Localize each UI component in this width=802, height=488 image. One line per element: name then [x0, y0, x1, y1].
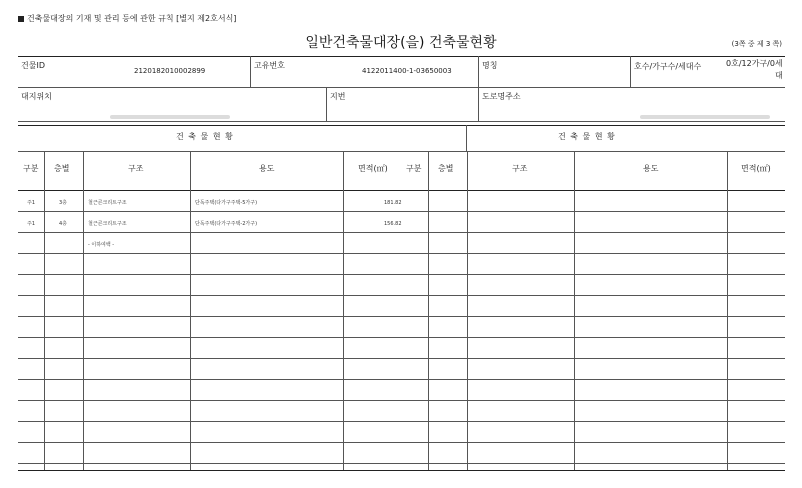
info-divider	[326, 87, 327, 121]
row1-floor: 3층	[59, 200, 68, 206]
info-divider	[478, 87, 479, 121]
row2-use: 단독주택(다가구주택-2가구)	[195, 221, 258, 227]
table-row-divider	[18, 421, 785, 422]
section-divider	[466, 125, 467, 151]
unique-no-label: 고유번호	[254, 61, 285, 70]
col-type-right: 구분	[406, 164, 422, 173]
row2-type: 주1	[27, 221, 36, 227]
info-divider	[250, 56, 251, 87]
table-row-divider	[18, 337, 785, 338]
row1-type: 주1	[27, 200, 36, 206]
right-section-title: 건 축 물 현 황	[558, 132, 616, 141]
table-row-divider	[18, 274, 785, 275]
table-top-border	[18, 56, 785, 57]
header-bottom-border	[18, 190, 785, 191]
col-type-left: 구분	[23, 164, 39, 173]
info-bottom-border	[18, 121, 785, 122]
table-row-divider	[18, 463, 785, 464]
table-row-divider	[18, 379, 785, 380]
col-use-right: 용도	[643, 164, 659, 173]
units-value-line2: 대	[775, 71, 783, 80]
table-row-divider	[18, 442, 785, 443]
table-column-divider	[83, 151, 84, 470]
row1-area: 181.82	[384, 200, 402, 206]
table-row-divider	[18, 211, 785, 212]
row2-floor: 4층	[59, 221, 68, 227]
square-bullet-icon	[18, 16, 24, 22]
table-row-divider	[18, 232, 785, 233]
page-title: 일반건축물대장(을) 건축물현황	[305, 35, 497, 51]
units-value-line1: 0호/12가구/0세	[726, 59, 783, 68]
col-floor-left: 층별	[54, 164, 70, 173]
col-structure-left: 구조	[128, 164, 144, 173]
table-column-divider	[574, 151, 575, 470]
unique-no-value: 4122011400-1-03650003	[362, 67, 452, 75]
section-top-border	[18, 125, 785, 126]
info-row-divider	[18, 87, 785, 88]
col-area-left: 면적(㎡)	[358, 164, 388, 173]
table-row-divider	[18, 316, 785, 317]
table-column-divider	[190, 151, 191, 470]
section-title-divider	[18, 151, 785, 152]
lot-label: 지번	[330, 92, 346, 101]
redacted-address	[110, 115, 230, 119]
regulation-caption	[18, 15, 236, 23]
page-indicator: (3쪽 중 제 3 쪽)	[731, 40, 782, 48]
building-id-label: 건물ID	[21, 61, 45, 70]
table-row-divider	[18, 400, 785, 401]
table-column-divider	[467, 151, 468, 470]
col-use-left: 용도	[259, 164, 275, 173]
row2-structure: 철근콘크리트구조	[88, 221, 127, 227]
table-column-divider	[343, 151, 344, 470]
col-floor-right: 층별	[438, 164, 454, 173]
table-row-divider	[18, 358, 785, 359]
table-row-divider	[18, 295, 785, 296]
units-label: 호수/가구수/세대수	[634, 62, 702, 71]
row1-structure: 철근콘크리트구조	[88, 200, 127, 206]
row3-structure-blank-note: - 이하여백 -	[88, 242, 115, 248]
row1-use: 단독주택(다가구주택-5가구)	[195, 200, 258, 206]
road-label: 도로명주소	[482, 92, 521, 101]
row2-area: 156.82	[384, 221, 402, 227]
table-column-divider	[428, 151, 429, 470]
table-row-divider	[18, 253, 785, 254]
left-section-title: 건 축 물 현 황	[176, 132, 234, 141]
col-area-right: 면적(㎡)	[741, 164, 771, 173]
table-column-divider	[44, 151, 45, 470]
info-divider	[630, 56, 631, 87]
site-label: 대지위치	[21, 92, 52, 101]
col-structure-right: 구조	[512, 164, 528, 173]
regulation-text: 건축물대장의 기재 및 관리 등에 관한 규칙 [별지 제2호서식]	[27, 14, 237, 23]
name-label: 명칭	[482, 61, 498, 70]
building-id-value: 2120182010002899	[134, 67, 206, 75]
info-divider	[478, 56, 479, 87]
table-bottom-border	[18, 470, 785, 471]
table-column-divider	[727, 151, 728, 470]
redacted-road-address	[640, 115, 770, 119]
